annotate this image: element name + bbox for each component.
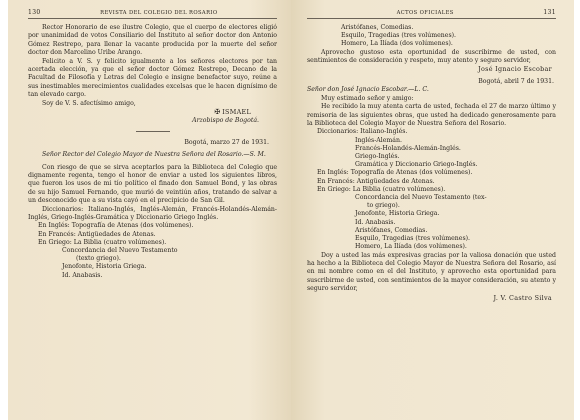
left-paragraph-4: Con riesgo de que se sirva aceptarlos para la Biblioteca del Colegio que dignamente regenta, tengo el honor de enviar a usted los siguientes libros, que fueron los usos de mi tío político el finado don Samuel Bond, y las obras de su hijo Samuel Fernando, que murió de veintiún años, tratando de salvar a un desconocido que a su vista cayó en el precipicio de San Gil. — [28, 163, 277, 205]
left-book-line: En Francés: Antigüedades de Atenas. — [38, 230, 156, 238]
archbishop-cross-icon: ✠ — [214, 108, 221, 117]
right-book-line: to griego). — [367, 202, 400, 210]
left-book-line: En Inglés: Topografía de Atenas (dos volúmenes). — [38, 222, 194, 230]
right-book-line: Gramática y Diccionario Griego-Inglés. — [355, 161, 478, 169]
right-book-line: Homero, La Ilíada (dos volúmenes). — [355, 243, 467, 251]
right-book-line: Inglés-Alemán. — [355, 136, 402, 144]
left-signature-title: Arzobispo de Bogotá. — [192, 116, 259, 124]
left-signature — [28, 108, 277, 117]
left-addressee: Señor Rector del Colegio Mayor de Nuestra Señora del Rosario.—S. M. — [42, 151, 266, 159]
right-top-book-line: Aristófanes, Comedias. — [341, 24, 414, 31]
left-book-line: Concordancia del Nuevo Testamento — [62, 247, 178, 255]
right-book-line: Jenofonte, Historia Griega. — [355, 210, 440, 218]
right-signature-2: J. V. Castro Silva — [493, 293, 552, 302]
right-page-number: 131 — [543, 9, 556, 16]
right-book-line: En Francés: Antigüedades de Atenas. — [317, 177, 435, 185]
right-book-line: Aristófanes, Comedias. — [355, 226, 428, 234]
right-book-line: Griego-Inglés. — [355, 153, 400, 161]
right-paragraph-2: He recibido la muy atenta carta de usted, fechada el 27 de marzo último y remisoria de las siguientes obras, que usted ha dedicado generosamente para la Biblioteca del Colegio Mayor de Nuestra Señora del Rosario. — [307, 103, 556, 128]
left-book-list — [28, 222, 277, 279]
left-paragraph-1: Rector Honorario de ese ilustre Colegio, que el cuerpo de electores eligió por unanimidad de votos Consiliario del Instituto al señor doctor don Antonio Gómez Restrepo, para llenar la vacante producida por la muerte del señor doctor don Marcelino Uribe Arango. — [28, 24, 277, 57]
left-book-line: Jenofonte, Historia Griega. — [62, 263, 147, 271]
left-signature-name: ISMAEL — [222, 108, 251, 117]
left-book-line: Id. Anabasis. — [62, 271, 103, 279]
right-letter-date: Bogotá, abril 7 de 1931. — [478, 78, 554, 86]
right-addressee: Señor don José Ignacio Escobar.—L. C. — [307, 86, 429, 94]
left-running-head — [28, 9, 277, 19]
right-signature-1: José Ignacio Escobar — [478, 65, 552, 74]
left-running-title: REVISTA DEL COLEGIO DEL ROSARIO — [100, 10, 218, 16]
right-running-title: ACTOS OFICIALES — [396, 10, 454, 16]
right-book-line: Concordancia del Nuevo Testamento (tex- — [355, 194, 487, 202]
left-book-line: En Griego: La Biblia (cuatro volúmenes). — [38, 238, 167, 246]
right-paragraph-3: Doy a usted las más expresivas gracias por la valiosa donación que usted ha hecho a la Biblioteca del Colegio Mayor de Nuestra Señora del Rosario, así en mi nombre como en el del Instituto, y aprovecho esta oportunidad para suscribirme de usted, con sentimientos de la mayor consideración, su atento y seguro servidor, — [307, 251, 556, 293]
right-salutation: Muy estimado señor y amigo: — [321, 94, 414, 102]
right-book-line: Id. Anabasis. — [355, 218, 396, 226]
right-book-line: En Griego: La Biblia (cuatro volúmenes). — [317, 185, 446, 193]
left-book-line: (texto griego). — [76, 255, 121, 263]
right-book-line: En Inglés: Topografía de Atenas (dos volúmenes). — [317, 169, 473, 177]
right-top-book-line: Homero, La Ilíada (dos volúmenes). — [341, 40, 453, 48]
right-page — [291, 0, 574, 420]
right-top-book-list — [307, 24, 556, 49]
left-page-number: 130 — [28, 9, 41, 16]
right-book-line: Diccionarios: Italiano-Inglés. — [317, 128, 408, 136]
right-paragraph-1: Aprovecho gustoso esta oportunidad de suscribirme de usted, con sentimientos de consideración y respeto, muy atento y seguro servidor, — [307, 48, 556, 65]
section-divider — [136, 131, 170, 132]
left-page — [8, 0, 291, 420]
right-top-book-line: Esquilo, Tragedias (tres volúmenes). — [341, 32, 457, 40]
left-paragraph-5: Diccionarios: Italiano-Inglés, Inglés-Alemán, Francés-Holandés-Alemán-Inglés, Griego-Inglés-Gramática y Diccionario Griego Inglés. — [28, 205, 277, 221]
right-book-line: Francés-Holandés-Alemán-Inglés. — [355, 144, 461, 152]
book-spread — [8, 0, 574, 420]
right-book-list — [307, 128, 556, 251]
right-running-head — [307, 9, 556, 19]
left-letter-date: Bogotá, marzo 27 de 1931. — [184, 138, 269, 146]
left-paragraph-2: Felicito a V. S. y felicito igualmente a los señores electores por tan acertada elección, ya que el señor doctor Gómez Restrepo, Decano de la Facultad de Filosofía y Letras del Colegio e insigne benefactor suyo, reúne a sus inestimables merecimientos cualidades excelsas que le hacen dignísimo de tan elevado cargo. — [28, 57, 277, 99]
left-paragraph-3: Soy de V. S. afectísimo amigo, — [42, 99, 136, 107]
right-book-line: Esquilo, Tragedias (tres volúmenes). — [355, 235, 471, 243]
